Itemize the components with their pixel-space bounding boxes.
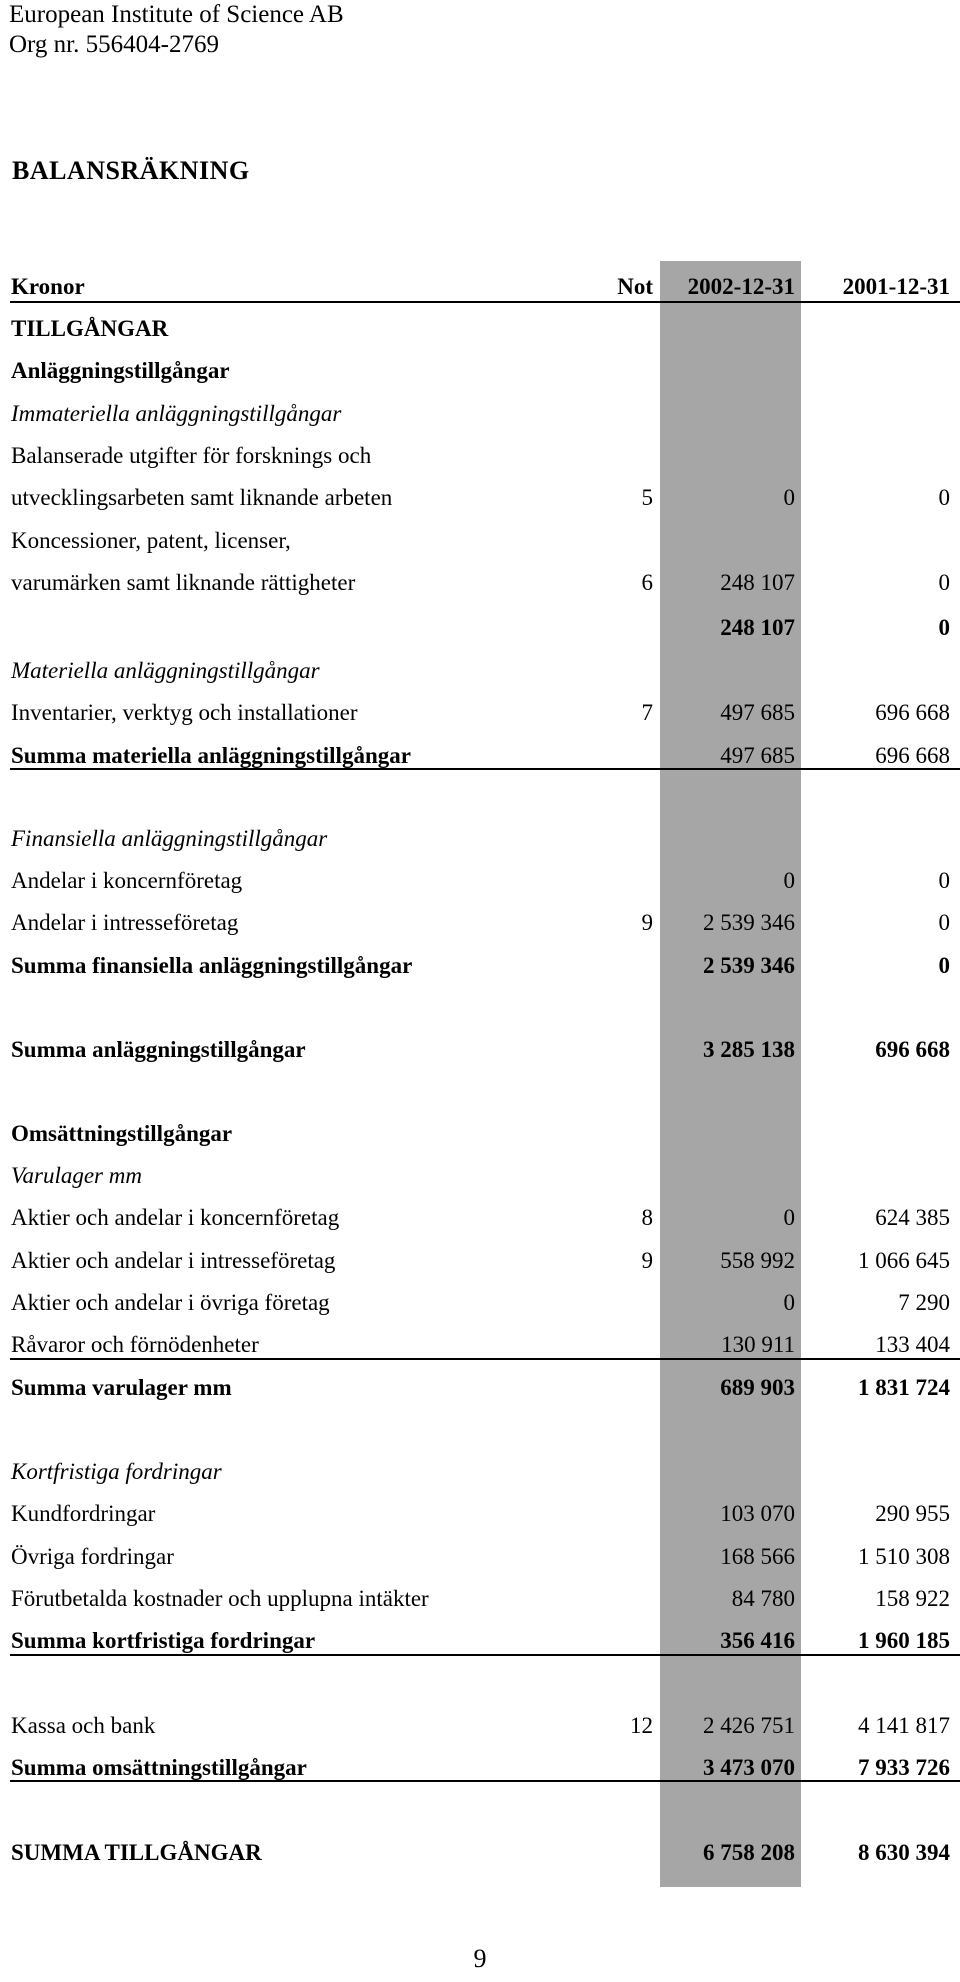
rule-after-summa-materiella <box>10 768 960 770</box>
row-label: Summa materiella anläggningstillgångar <box>11 743 411 768</box>
company-name: European Institute of Science AB <box>9 1 344 28</box>
header-rule <box>10 301 960 303</box>
row-value-2002: 3 285 138 <box>703 1037 795 1062</box>
row-value-2001: 1 510 308 <box>858 1544 950 1569</box>
row-label: Kassa och bank <box>11 1713 156 1738</box>
table-row <box>0 651 960 691</box>
table-row <box>0 1241 960 1281</box>
table-row <box>0 563 960 603</box>
table-row <box>0 608 960 648</box>
row-label: Finansiella anläggningstillgångar <box>11 826 328 851</box>
row-value-2001: 0 <box>938 910 950 935</box>
row-label: Övriga fordringar <box>11 1544 174 1569</box>
row-note: 9 <box>641 910 653 935</box>
page-heading: BALANSRÄKNING <box>12 156 250 185</box>
table-row <box>0 1114 960 1154</box>
row-value-2002: 2 426 751 <box>703 1713 795 1738</box>
table-row <box>0 1283 960 1323</box>
row-value-2002: 130 911 <box>721 1332 795 1357</box>
row-value-2001: 696 668 <box>875 743 950 768</box>
table-row <box>0 1579 960 1619</box>
row-label: Inventarier, verktyg och installationer <box>11 700 358 725</box>
table-row <box>0 521 960 561</box>
table-row <box>0 1452 960 1492</box>
table-row <box>0 1706 960 1746</box>
row-value-2001: 1 960 185 <box>858 1628 950 1653</box>
row-value-2002: 0 <box>783 485 795 510</box>
row-value-2001: 696 668 <box>875 700 950 725</box>
row-value-2001: 624 385 <box>875 1205 950 1230</box>
row-label: Koncessioner, patent, licenser, <box>11 528 291 553</box>
row-value-2002: 497 685 <box>720 743 795 768</box>
row-value-2001: 7 933 726 <box>858 1755 950 1780</box>
row-label: Aktier och andelar i intresseföretag <box>11 1248 336 1273</box>
row-label: Kundfordringar <box>11 1501 156 1526</box>
table-row <box>0 693 960 733</box>
row-value-2002: 168 566 <box>720 1544 795 1569</box>
row-label: Förutbetalda kostnader och upplupna intäkter <box>11 1586 429 1611</box>
row-label: Kortfristiga fordringar <box>11 1459 222 1484</box>
table-row <box>0 819 960 859</box>
row-note: 12 <box>630 1713 653 1738</box>
table-row <box>0 1198 960 1238</box>
row-value-2002: 248 107 <box>720 615 795 640</box>
table-row <box>0 1833 960 1873</box>
row-value-2002: 689 903 <box>720 1375 795 1400</box>
row-value-2002: 0 <box>783 1290 795 1315</box>
row-value-2002: 0 <box>783 868 795 893</box>
row-value-2001: 290 955 <box>875 1501 950 1526</box>
table-row <box>0 861 960 901</box>
table-row <box>0 1156 960 1196</box>
org-number: Org nr. 556404-2769 <box>9 31 219 58</box>
row-value-2001: 0 <box>938 485 950 510</box>
row-label: Aktier och andelar i koncernföretag <box>11 1205 340 1230</box>
row-label: Immateriella anläggningstillgångar <box>11 401 342 426</box>
column-header-note: Not <box>617 274 653 299</box>
row-note: 6 <box>641 570 653 595</box>
row-value-2002: 84 780 <box>731 1586 795 1611</box>
table-row <box>0 309 960 349</box>
table-row <box>0 1030 960 1070</box>
rule-after-summa-kortfristiga <box>10 1654 960 1656</box>
rule-before-summa-varulager <box>10 1358 960 1360</box>
column-header-kronor: Kronor <box>11 274 85 299</box>
row-note: 7 <box>641 700 653 725</box>
row-label: Materiella anläggningstillgångar <box>11 658 320 683</box>
row-label: Summa varulager mm <box>11 1375 232 1400</box>
row-label: Summa anläggningstillgångar <box>11 1037 306 1062</box>
row-value-2002: 0 <box>783 1205 795 1230</box>
row-label: SUMMA TILLGÅNGAR <box>11 1840 262 1865</box>
row-label: Andelar i koncernföretag <box>11 868 243 893</box>
table-row <box>0 436 960 476</box>
row-note: 5 <box>641 485 653 510</box>
column-header-2001: 2001-12-31 <box>842 274 950 299</box>
row-value-2002: 2 539 346 <box>703 910 795 935</box>
row-value-2001: 696 668 <box>875 1037 950 1062</box>
row-value-2001: 0 <box>938 868 950 893</box>
row-value-2001: 158 922 <box>875 1586 950 1611</box>
table-row <box>0 1537 960 1577</box>
row-value-2002: 248 107 <box>720 570 795 595</box>
row-label: Summa kortfristiga fordringar <box>11 1628 316 1653</box>
row-value-2002: 2 539 346 <box>703 953 795 978</box>
row-label: TILLGÅNGAR <box>11 316 169 341</box>
row-note: 8 <box>641 1205 653 1230</box>
table-row <box>0 946 960 986</box>
table-row <box>0 1368 960 1408</box>
row-value-2001: 0 <box>938 615 950 640</box>
row-value-2002: 497 685 <box>720 700 795 725</box>
row-label: Balanserade utgifter för forsknings och <box>11 443 372 468</box>
table-row <box>0 1748 960 1788</box>
row-value-2002: 558 992 <box>720 1248 795 1273</box>
row-value-2001: 4 141 817 <box>858 1713 950 1738</box>
row-label: Andelar i intresseföretag <box>11 910 239 935</box>
column-header-2002: 2002-12-31 <box>687 274 795 299</box>
table-row <box>0 394 960 434</box>
row-label: Varulager mm <box>11 1163 142 1188</box>
row-value-2001: 7 290 <box>898 1290 950 1315</box>
row-value-2002: 6 758 208 <box>703 1840 795 1865</box>
row-value-2002: 103 070 <box>720 1501 795 1526</box>
rule-after-summa-omsattning <box>10 1780 960 1782</box>
row-label: Summa omsättningstillgångar <box>11 1755 307 1780</box>
row-value-2001: 133 404 <box>875 1332 950 1357</box>
row-value-2001: 0 <box>938 570 950 595</box>
page-number: 9 <box>473 1944 487 1973</box>
table-row <box>0 478 960 518</box>
table-row <box>0 736 960 776</box>
row-label: Summa finansiella anläggningstillgångar <box>11 953 413 978</box>
row-value-2001: 1 831 724 <box>858 1375 950 1400</box>
table-row <box>0 1494 960 1534</box>
row-value-2002: 3 473 070 <box>703 1755 795 1780</box>
table-row <box>0 903 960 943</box>
row-value-2002: 356 416 <box>720 1628 795 1653</box>
row-value-2001: 1 066 645 <box>858 1248 950 1273</box>
table-row <box>0 351 960 391</box>
row-label: Anläggningstillgångar <box>11 358 230 383</box>
row-label: varumärken samt liknande rättigheter <box>11 570 356 595</box>
row-label: Omsättningstillgångar <box>11 1121 233 1146</box>
row-value-2001: 0 <box>938 953 950 978</box>
row-label: Aktier och andelar i övriga företag <box>11 1290 330 1315</box>
row-label: Råvaror och förnödenheter <box>11 1332 259 1357</box>
row-value-2001: 8 630 394 <box>858 1840 950 1865</box>
row-label: utvecklingsarbeten samt liknande arbeten <box>11 485 393 510</box>
row-note: 9 <box>641 1248 653 1273</box>
